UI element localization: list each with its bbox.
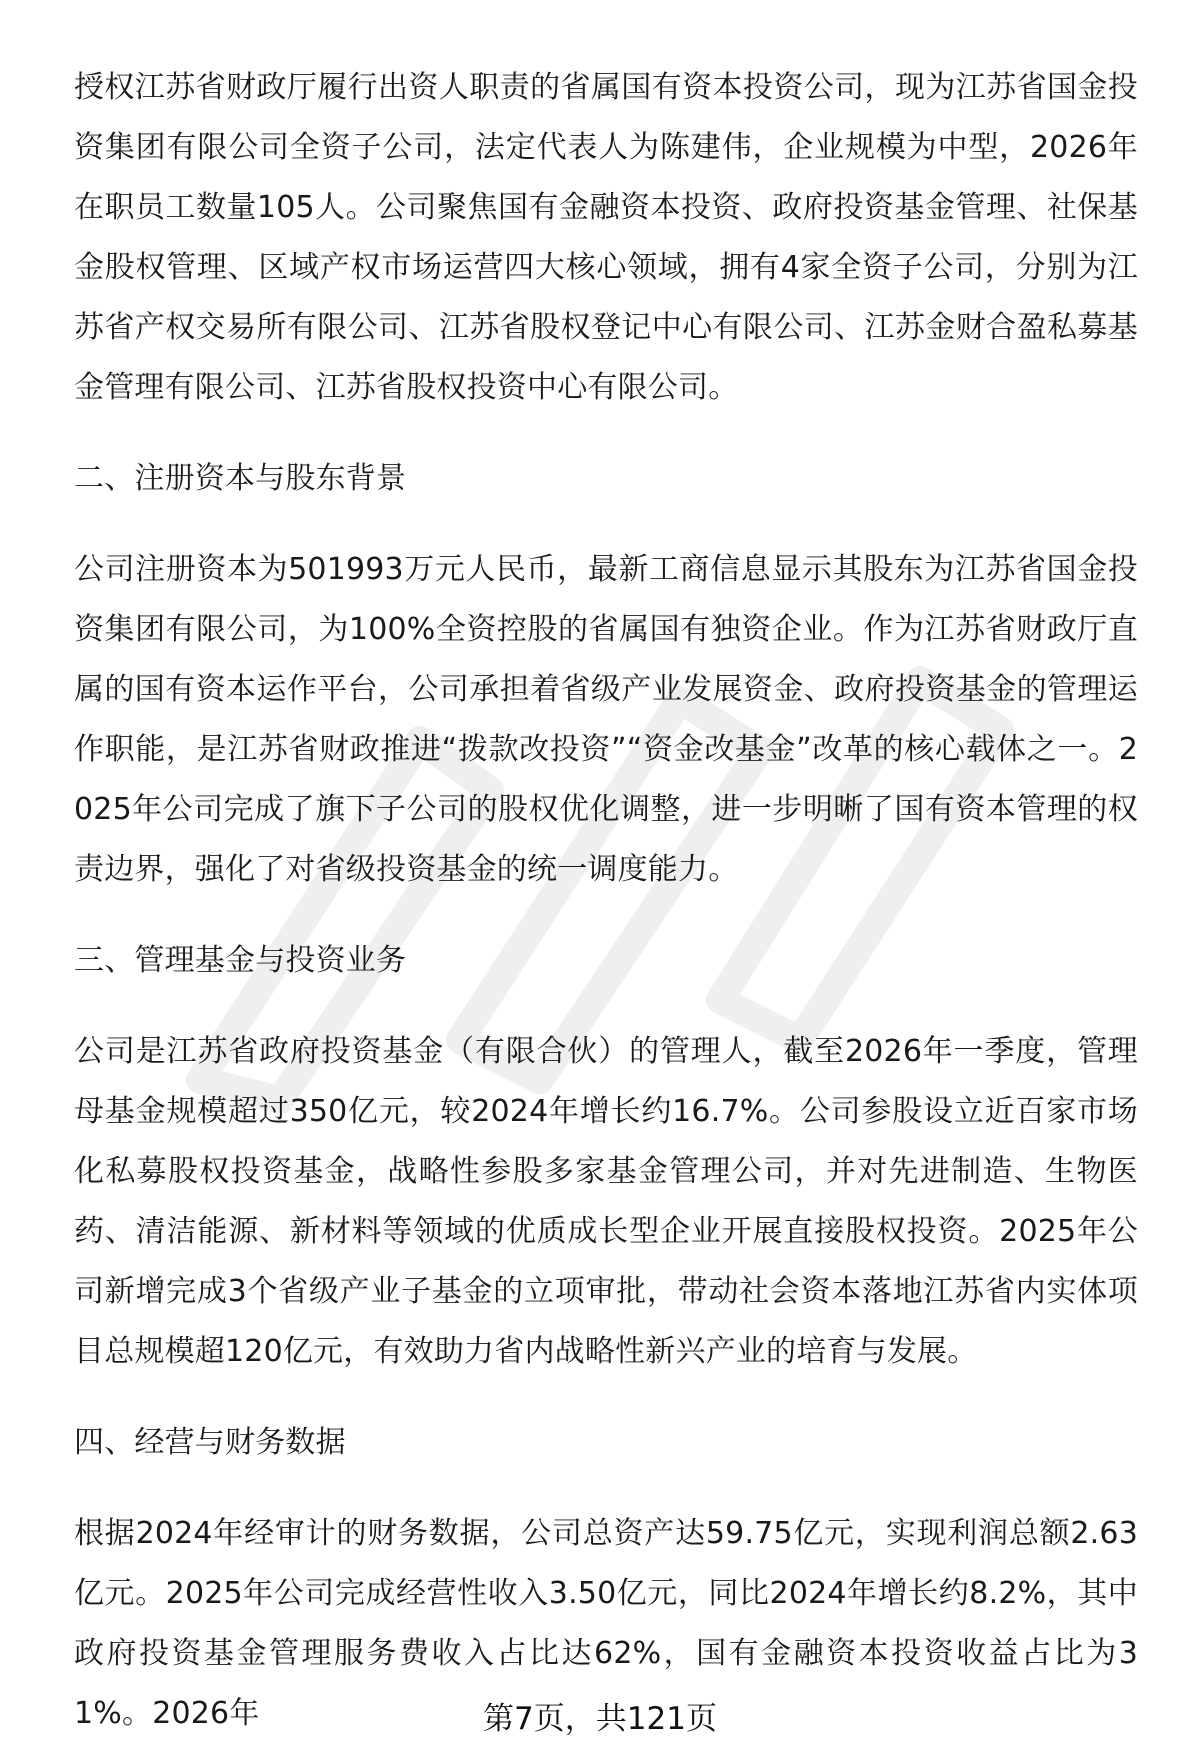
section-heading-financial-data: 四、经营与财务数据	[74, 1425, 346, 1460]
page-number-footer: 第7页，共121页	[483, 1701, 717, 1737]
paragraph-registered-capital: 公司注册资本为501993万元人民币，最新工商信息显示其股东为江苏省国金投资集团有限公司，为100%全资控股的省属国有独资企业。作为江苏省财政厅直属的国有资本运作平台，公司承担着省级产业发展资金、政府投资基金的管理运作职能，是江苏省财政推进“拨款改投资”“资金改基金”改革的核心载体之一。2025年公司完成了旗下子公司的股权优化调整，进一步明晰了国有资本管理的权责边界，强化了对省级投资基金的统一调度能力。	[74, 552, 1138, 887]
paragraph-fund-management: 公司是江苏省政府投资基金（有限合伙）的管理人，截至2026年一季度，管理母基金规模超过350亿元，较2024年增长约16.7%。公司参股设立近百家市场化私募股权投资基金，战略性参股多家基金管理公司，并对先进制造、生物医药、清洁能源、新材料等领域的优质成长型企业开展直接股权投资。2025年公司新增完成3个省级产业子基金的立项审批，带动社会资本落地江苏省内实体项目总规模超120亿元，有效助力省内战略性新兴产业的培育与发展。	[74, 1034, 1138, 1369]
paragraph-company-overview: 授权江苏省财政厅履行出资人职责的省属国有资本投资公司，现为江苏省国金投资集团有限公司全资子公司，法定代表人为陈建伟，企业规模为中型，2026年在职员工数量105人。公司聚焦国有金融资本投资、政府投资基金管理、社保基金股权管理、区域产权市场运营四大核心领域，拥有4家全资子公司，分别为江苏省产权交易所有限公司、江苏省股权登记中心有限公司、江苏金财合盈私募基金管理有限公司、江苏省股权投资中心有限公司。	[74, 70, 1138, 405]
section-heading-registered-capital: 二、注册资本与股东背景	[74, 461, 407, 496]
paragraph-financial-data: 根据2024年经审计的财务数据，公司总资产达59.75亿元，实现利润总额2.63亿元。2025年公司完成经营性收入3.50亿元，同比2024年增长约8.2%，其中政府投资基金管理服务费收入占比达62%，国有金融资本投资收益占比为31%。2026年	[74, 1516, 1138, 1731]
section-heading-fund-management: 三、管理基金与投资业务	[74, 943, 407, 978]
